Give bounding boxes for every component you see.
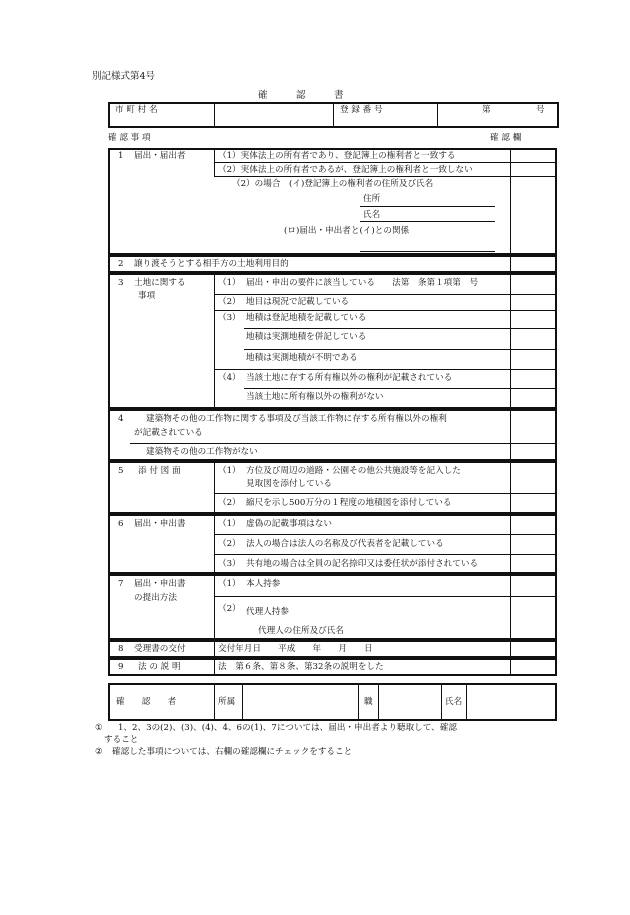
s4-line3: 建築物その他の工作物がない <box>146 447 258 457</box>
s6-r2-num: （2） <box>218 539 241 549</box>
s3-r3a-text: 地積は登記地積を記載している <box>246 313 367 323</box>
s7-check-2[interactable] <box>512 598 556 638</box>
s7-r2-num: （2） <box>218 604 241 614</box>
s6-check-2[interactable] <box>512 536 556 552</box>
s4-line2: が記載されている <box>134 428 203 438</box>
s1-name-field[interactable] <box>360 221 495 222</box>
s7-check-1[interactable] <box>512 576 556 594</box>
s1-relation-field[interactable] <box>360 251 495 252</box>
s3-r3b-text: 地積は実測地積を併記している <box>246 332 367 342</box>
s3-check-3b[interactable] <box>512 330 556 347</box>
note-2-text: 確認した事項については、右欄の確認欄にチェックをすること <box>112 747 353 757</box>
s4-check-1[interactable] <box>512 411 556 441</box>
municipality-label: 市 町 村 名 <box>115 105 158 115</box>
s8-check[interactable] <box>512 642 556 656</box>
s6-r1-text: 虚偽の記載事項はない <box>246 519 332 529</box>
s3-r4a-text: 当該土地に存する所有権以外の権利が記載されている <box>246 373 453 383</box>
s1-relation-label: (ロ)届出・申出者と(イ)との関係 <box>284 226 410 236</box>
s3-r2-num: （2） <box>218 297 241 307</box>
section-3-label-2: 事項 <box>138 291 156 301</box>
section-2-label: 譲り渡そうとする相手方の土地利用目的 <box>134 259 289 269</box>
s3-check-2[interactable] <box>512 296 556 308</box>
post-label: 職 <box>364 697 373 707</box>
s1-row1-text: （1）実体法上の所有者であり、登記簿上の権利者と一致する <box>218 151 456 161</box>
s4-check-2[interactable] <box>512 445 556 459</box>
s9-value: 法 第６条、第８条、第32条の説明をした <box>218 662 384 672</box>
s3-check-4b[interactable] <box>512 390 556 407</box>
section-5-number: 5 <box>118 466 124 476</box>
s5-r1a-text: 方位及び周辺の道路・公園その他公共施設等を記入した <box>246 466 461 476</box>
s1-check-1[interactable] <box>512 150 556 161</box>
s6-check-1[interactable] <box>512 516 556 532</box>
s3-r2-text: 地目は現況で記載している <box>246 297 350 307</box>
s6-r3-num: （3） <box>218 559 241 569</box>
s1-address-field[interactable] <box>360 206 495 207</box>
s3-r1-num: （1） <box>218 278 241 288</box>
affiliation-label: 所属 <box>218 697 236 707</box>
s2-check[interactable] <box>512 257 556 271</box>
s1-case-text: （2）の場合 (イ)登記簿上の権利者の住所及び氏名 <box>232 179 434 189</box>
confirmer-label: 確 認 者 <box>116 697 177 707</box>
s3-r3c-text: 地積は実測地積が不明である <box>246 353 358 363</box>
registration-number-label: 登 録 番 号 <box>340 105 383 115</box>
s6-r2-text: 法人の場合は法人の名称及び代表者を記載している <box>246 539 444 549</box>
section-9-label: 法 の 説 明 <box>138 662 181 672</box>
s6-r1-num: （1） <box>218 519 241 529</box>
s5-check-1[interactable] <box>512 463 556 491</box>
post-field[interactable] <box>380 686 439 718</box>
form-label: 別記様式第4号 <box>92 71 156 82</box>
s1-address-label: 住所 <box>363 194 381 204</box>
section-1-number: 1 <box>118 151 124 161</box>
s3-check-3c[interactable] <box>512 351 556 367</box>
s7-agent-field[interactable] <box>256 638 449 639</box>
number-prefix: 第 <box>482 105 491 115</box>
check-column-label: 確 認 欄 <box>490 133 522 143</box>
document-title: 確 認 書 <box>258 90 344 101</box>
s9-check[interactable] <box>512 660 556 674</box>
confirmer-name-field[interactable] <box>468 686 555 718</box>
s3-r3-num: （3） <box>218 313 241 323</box>
section-6-label: 届出・申出書 <box>134 519 186 529</box>
s8-value: 交付年月日 平成 年 月 日 <box>218 644 373 654</box>
s3-r4-num: （4） <box>218 373 241 383</box>
s5-check-2[interactable] <box>512 495 556 512</box>
note-1-line-1: 1、2、3の(2)、(3)、(4)、4、6の(1)、7については、届出・申出者より聴取して、確認 <box>118 723 457 733</box>
s7-r2-text: 代理人持参 <box>246 607 289 617</box>
section-7-label-2: の提出方法 <box>134 593 177 603</box>
section-7-number: 7 <box>118 579 124 589</box>
section-6-number: 6 <box>118 519 124 529</box>
note-1-mark: ① <box>95 723 103 733</box>
s5-r2-num: （2） <box>218 498 241 508</box>
s7-r2b-text: 代理人の住所及び氏名 <box>258 626 344 636</box>
s3-r4b-text: 当該土地に所有権以外の権利がない <box>246 392 384 402</box>
confirmer-name-label: 氏名 <box>445 697 463 707</box>
section-3-label-1: 土地に関する <box>134 278 186 288</box>
s4-line1: 建築物その他の工作物に関する事項及び当該工作物に存する所有権以外の権利 <box>146 414 447 424</box>
municipality-value[interactable] <box>238 113 328 123</box>
number-suffix: 号 <box>536 105 545 115</box>
s1-check-2[interactable] <box>512 164 556 175</box>
note-2-mark: ② <box>95 747 103 757</box>
section-8-label: 受理書の交付 <box>134 644 186 654</box>
s3-r1-text: 届出・申出の要件に該当している 法第 条第１項第 号 <box>246 278 479 288</box>
s1-row2-text: （2）実体法上の所有者であるが、登記簿上の権利者と一致しない <box>218 165 473 175</box>
section-5-label: 添 付 図 面 <box>138 466 181 476</box>
s5-r1-num: （1） <box>218 466 241 476</box>
section-7-label-1: 届出・申出書 <box>134 579 186 589</box>
section-4-number: 4 <box>118 414 124 424</box>
section-8-number: 8 <box>118 644 124 654</box>
s5-r2-text: 縮尺を示し500万分の１程度の地積図を添付している <box>246 498 452 508</box>
section-1-label: 届出・届出者 <box>134 151 186 161</box>
s7-r1-text: 本人持参 <box>246 579 281 589</box>
section-9-number: 9 <box>118 662 124 672</box>
s6-r3-text: 共有地の場合は全員の記名捺印又は委任状が添付されている <box>246 559 479 569</box>
section-3-number: 3 <box>118 278 124 288</box>
s3-check-4a[interactable] <box>512 371 556 386</box>
s5-r1b-text: 見取図を添付している <box>246 479 332 489</box>
s3-check-1[interactable] <box>512 276 556 292</box>
check-items-label: 確 認 事 項 <box>108 133 151 143</box>
s7-r1-num: （1） <box>218 579 241 589</box>
s3-check-3a[interactable] <box>512 312 556 326</box>
section-2-number: 2 <box>118 259 124 269</box>
affiliation-field[interactable] <box>244 686 356 718</box>
s6-check-3[interactable] <box>512 556 556 572</box>
note-1-line-2: すること <box>104 735 139 745</box>
s1-name-label: 氏名 <box>363 210 381 220</box>
